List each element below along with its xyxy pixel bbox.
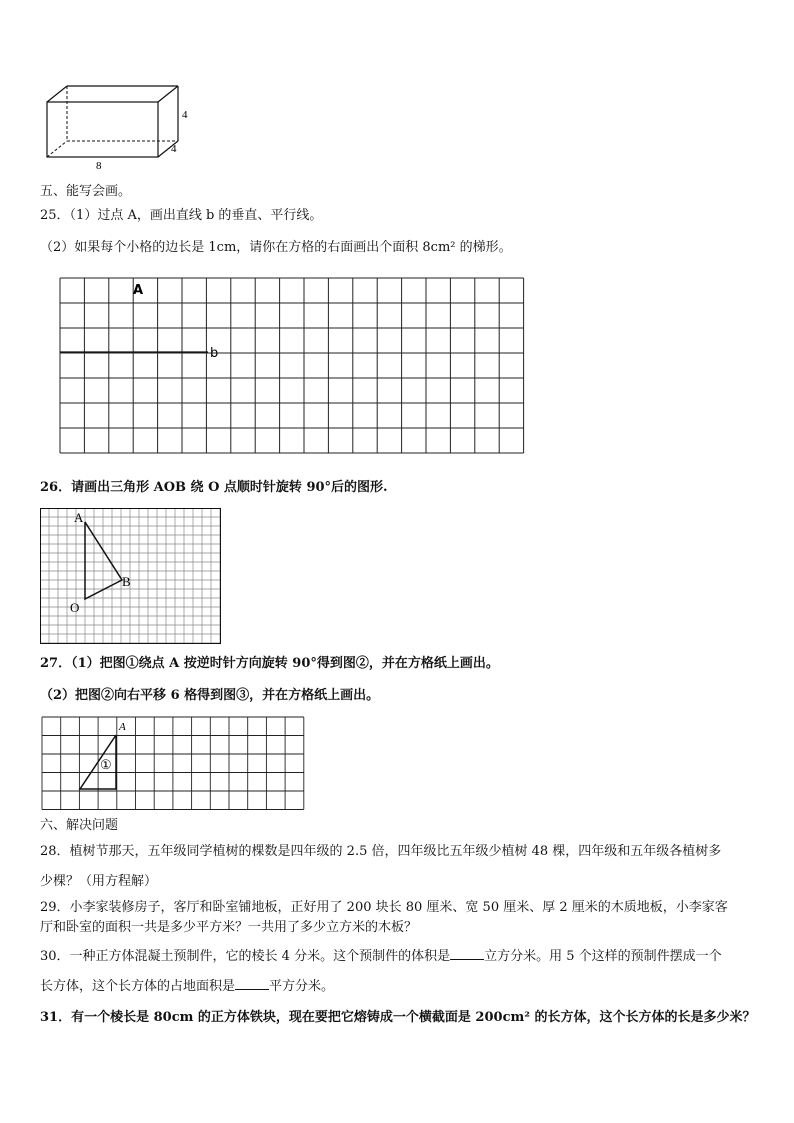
- section6-heading: 六、解决问题: [40, 818, 119, 833]
- q26-label-b: B: [122, 574, 131, 589]
- q31-text: 31．有一个棱长是 80cm 的正方体铁块，现在要把它熔铸成一个横截面是 200cm² 的长方体，这个长方体的长是多少米？: [40, 1010, 756, 1025]
- q30-area-blank[interactable]: [235, 977, 269, 990]
- q29-line2: 厅和卧室的面积一共是多少平方米？一共用了多少立方米的木板？: [40, 920, 418, 935]
- q28-line1: 28．植树节那天，五年级同学植树的棵数是四年级的 2.5 倍，四年级比五年级少植树 48 棵，四年级和五年级各植树多: [40, 844, 722, 859]
- q30-volume-blank[interactable]: [450, 947, 484, 960]
- q26-grid: [40, 508, 222, 645]
- q30-line2: [40, 977, 334, 995]
- q30-line2-b: 平方分米。: [269, 979, 335, 994]
- q26-label-o: O: [70, 600, 80, 615]
- q25-grid: [55, 275, 530, 460]
- q27-label-a: A: [119, 721, 126, 733]
- section5-heading: 五、能写会画。: [40, 184, 132, 199]
- q30-line1-a: 30．一种正方体混凝土预制件，它的棱长 4 分米。这个预制件的体积是: [40, 949, 451, 964]
- q28-line2: 少棵？（用方程解）: [40, 874, 158, 889]
- cuboid-figure: [40, 80, 200, 175]
- q30-line2-a: 长方体，这个长方体的占地面积是: [40, 979, 236, 994]
- q25-part2: （2）如果每个小格的边长是 1cm，请你在方格的右面画出个面积 8cm² 的梯形。: [40, 240, 512, 255]
- q26-label-a: A: [74, 510, 84, 525]
- cuboid-depth-label: 4: [171, 143, 177, 155]
- q25-point-a-label: A: [133, 283, 144, 298]
- q29-line1: 29．小李家装修房子，客厅和卧室铺地板，正好用了 200 块长 80 厘米、宽 50 厘米、厚 2 厘米的木质地板，小李家客: [40, 900, 728, 915]
- q27-label-fig1: ①: [100, 757, 112, 772]
- q27-grid: [40, 714, 308, 812]
- q27-part1: 27．（1）把图①绕点 A 按逆时针方向旋转 90°得到图②，并在方格纸上画出。: [40, 656, 499, 671]
- cuboid-height-label: 4: [182, 109, 188, 121]
- q25-line-b-label: b: [210, 346, 219, 361]
- q25-part1: 25．（1）过点 A，画出直线 b 的垂直、平行线。: [40, 208, 323, 223]
- q26-text: 26．请画出三角形 AOB 绕 O 点顺时针旋转 90°后的图形.: [40, 480, 388, 495]
- cuboid-length-label: 8: [96, 160, 102, 172]
- q30-line1-b: 立方分米。用 5 个这样的预制件摆成一个: [484, 949, 722, 964]
- q30-line1: [40, 947, 722, 965]
- q27-part2: （2）把图②向右平移 6 格得到图③，并在方格纸上画出。: [40, 688, 380, 703]
